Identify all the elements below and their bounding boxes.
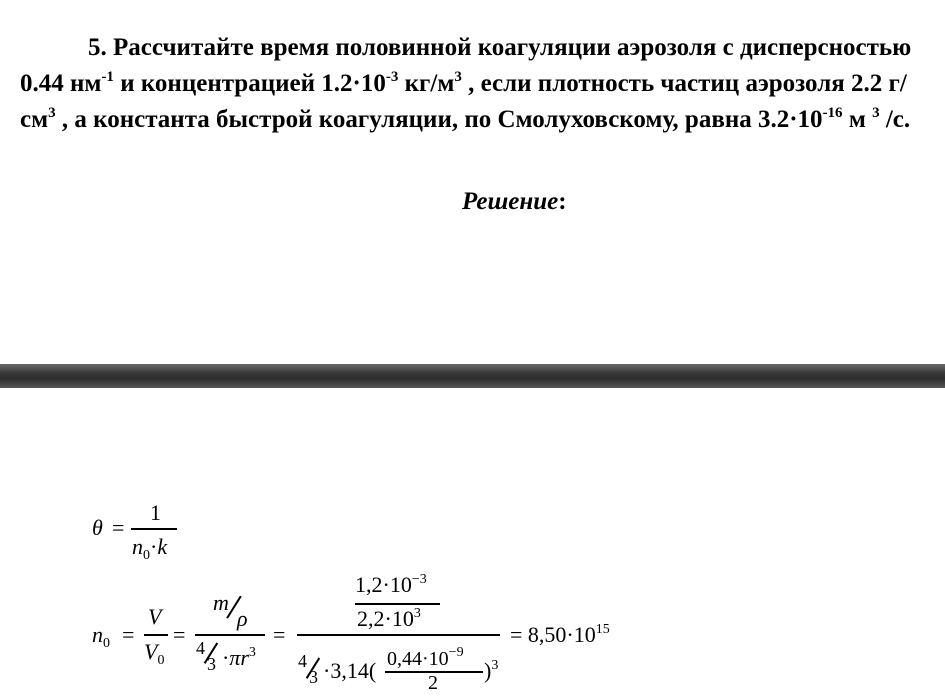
page-divider xyxy=(0,364,945,388)
problem-statement: 5. Рассчитайте время половинной коагуляции аэрозоля с дисперсностью 0.44 $нм^{-1}$ и концентрацией $1.2\cdot 10^{-3}$ $кг/м^3$ , если плотность частиц аэрозоля 2.2 $г/см^3$ , а константа быстрой коагуляции, по Смолуховскому, равна $3.2\cdot 10^{-16}$ м $^3$ /с. xyxy=(20,34,912,133)
problem-number: 5. xyxy=(88,34,107,61)
theta-symbol: θ xyxy=(92,515,103,540)
solution-heading: Решение: xyxy=(462,188,567,215)
main-fraction-line xyxy=(297,634,500,636)
result-value: = $8,50\cdot 10^{15}$ xyxy=(510,622,610,647)
fraction-line xyxy=(131,528,177,530)
